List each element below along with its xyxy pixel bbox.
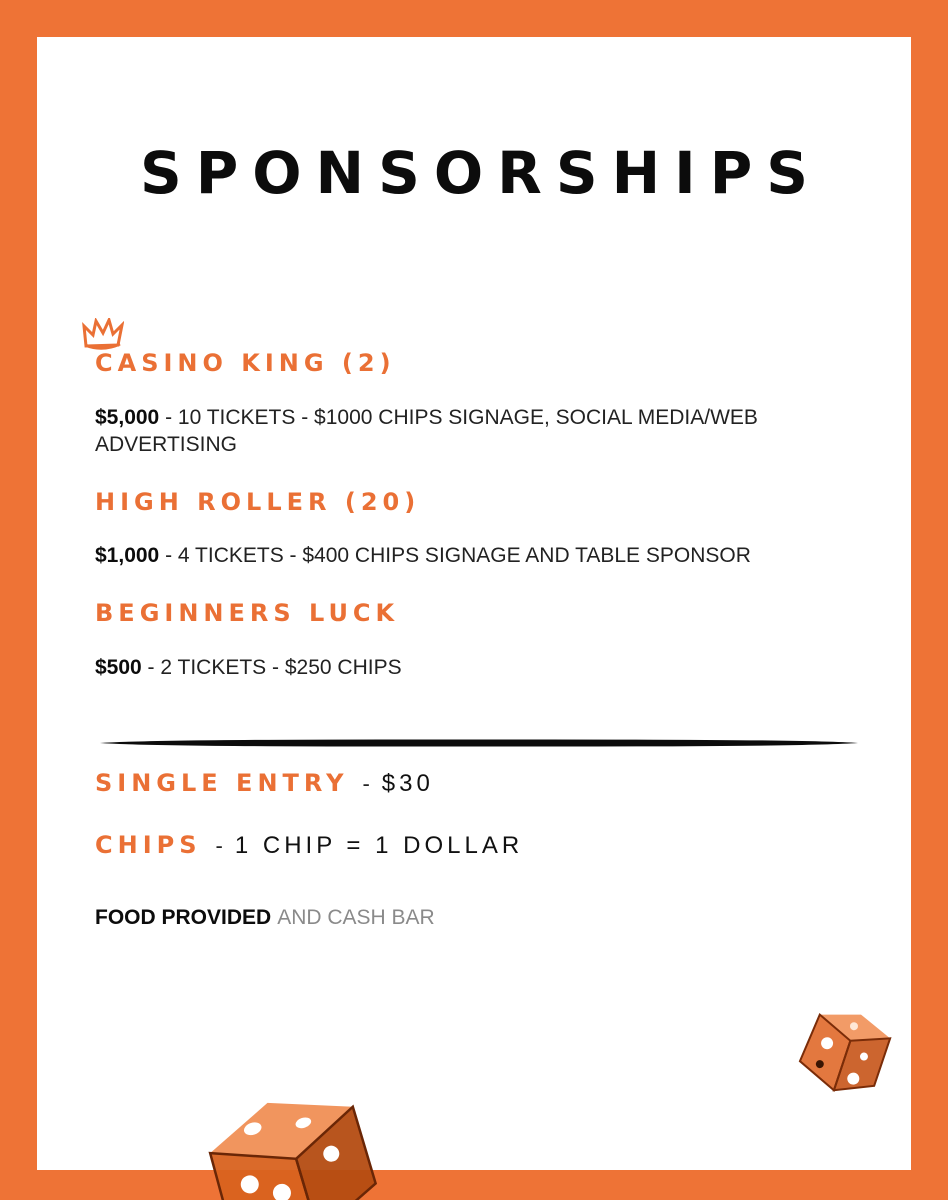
tier-desc-high-roller	[95, 542, 855, 569]
tier-name-casino-king: CASINO KING (2)	[95, 349, 396, 377]
tier-details: - 10 TICKETS - $1000 CHIPS SIGNAGE, SOCIAL MEDIA/WEB ADVERTISING	[95, 406, 758, 456]
fee-label: CHIPS	[95, 831, 202, 859]
fee-row-chips	[95, 829, 523, 865]
brush-divider	[100, 738, 858, 748]
fee-value: 1 CHIP = 1 DOLLAR	[234, 832, 524, 859]
tier-details: - 2 TICKETS - $250 CHIPS	[141, 656, 402, 679]
tier-price: $500	[95, 656, 142, 679]
tier-price: $5,000	[95, 406, 160, 429]
tier-desc-casino-king	[95, 404, 855, 458]
dice-icon	[186, 1090, 386, 1200]
dice-icon	[790, 1000, 902, 1100]
tier-price: $1,000	[95, 544, 160, 567]
tier-name-beginners-luck: BEGINNERS LUCK	[95, 599, 400, 627]
tier-desc-beginners-luck	[95, 654, 855, 681]
fee-separator: -	[362, 771, 370, 796]
food-note-bold: FOOD PROVIDED	[95, 906, 272, 929]
food-note-light: AND CASH BAR	[277, 906, 435, 929]
food-note	[95, 904, 435, 932]
fee-separator: -	[215, 833, 223, 858]
fee-row-single-entry	[95, 767, 434, 803]
fee-label: SINGLE ENTRY	[95, 769, 349, 797]
tier-name-high-roller: HIGH ROLLER (20)	[95, 488, 421, 516]
tier-details: - 4 TICKETS - $400 CHIPS SIGNAGE AND TABLE SPONSOR	[159, 544, 751, 567]
fee-value: $30	[381, 770, 434, 797]
crown-icon	[82, 318, 124, 350]
page-title: SPONSORSHIPS	[139, 139, 823, 207]
